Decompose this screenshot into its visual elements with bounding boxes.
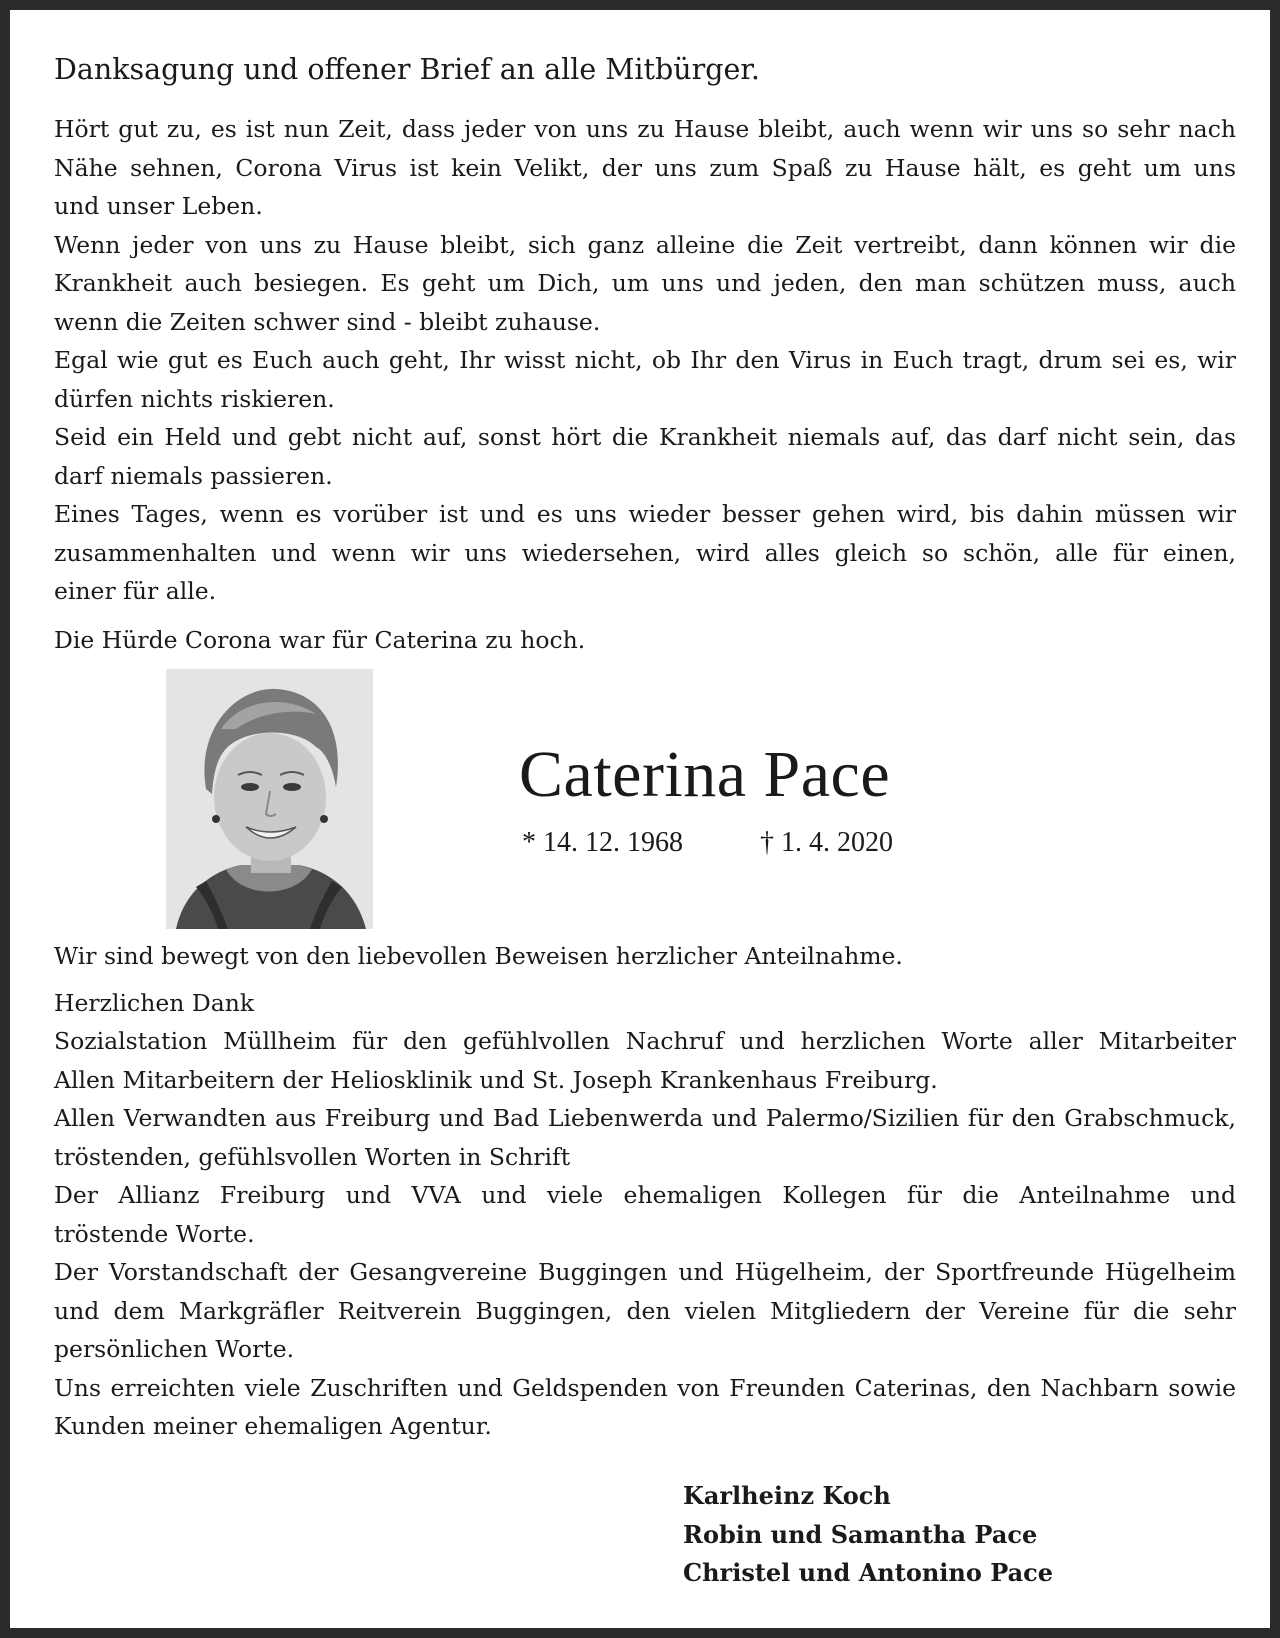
thanks-line: Allen Verwandten aus Freiburg und Bad Liebenwerda und Palermo/Sizilien für den Grabschmuck, xyxy=(54,1104,1236,1132)
deceased-name: Caterina Pace xyxy=(519,738,891,811)
death-date: † 1. 4. 2020 xyxy=(760,827,893,858)
letter-line: einer für alle. xyxy=(54,577,217,605)
letter-line: Nähe sehnen, Corona Virus ist kein Velikt, der uns zum Spaß zu Hause hält, es geht um uns xyxy=(54,153,1236,182)
thanks-line: Der Allianz Freiburg und VVA und viele ehemaligen Kollegen für die Anteilnahme und xyxy=(54,1181,1236,1209)
memorial-block xyxy=(54,665,1236,937)
letter-line: Hört gut zu, es ist nun Zeit, dass jeder von uns zu Hause bleibt, auch wenn wir uns so sehr nach xyxy=(54,115,1236,143)
letter-line: Eines Tages, wenn es vorüber ist und es uns wieder besser gehen wird, bis dahin müssen wir xyxy=(54,500,1236,528)
open-letter-text xyxy=(54,110,1236,611)
hurdle-sentence: Die Hürde Corona war für Caterina zu hoch. xyxy=(54,625,586,654)
thanks-line: Uns erreichten viele Zuschriften und Geldspenden von Freunden Caterinas, den Nachbarn sowie xyxy=(54,1373,1236,1402)
thanks-line: Allen Mitarbeitern der Heliosklinik und St. Joseph Krankenhaus Freiburg. xyxy=(54,1065,938,1094)
letter-line: Egal wie gut es Euch auch geht, Ihr wisst nicht, ob Ihr den Virus in Euch tragt, drum sei es, wir xyxy=(54,346,1236,374)
thanks-text xyxy=(54,984,1236,1446)
thanks-line: Der Vorstandschaft der Gesangvereine Buggingen und Hügelheim, der Sportfreunde Hügelheim xyxy=(54,1258,1236,1286)
signatories xyxy=(683,1477,1053,1593)
signer-name: Karlheinz Koch xyxy=(683,1481,891,1510)
letter-line: zusammenhalten und wenn wir uns wiedersehen, wird alles gleich so schön, alle für einen, xyxy=(54,538,1236,567)
signer-name: Robin und Samantha Pace xyxy=(683,1519,1038,1549)
letter-line: Wenn jeder von uns zu Hause bleibt, sich ganz alleine die Zeit vertreibt, dann können wir die xyxy=(54,230,1236,259)
letter-line: und unser Leben. xyxy=(54,192,263,220)
notice-heading: Danksagung und offener Brief an alle Mitbürger. xyxy=(54,53,760,86)
portrait-photo xyxy=(166,669,373,929)
moved-sentence: Wir sind bewegt von den liebevollen Beweisen herzlicher Anteilnahme. xyxy=(54,942,903,970)
letter-line: wenn die Zeiten schwer sind - bleibt zuhause. xyxy=(54,307,601,336)
thanks-line: Sozialstation Müllheim für den gefühlvollen Nachruf und herzlichen Worte aller Mitarbeiter xyxy=(54,1027,1236,1055)
thanks-line: persönlichen Worte. xyxy=(54,1335,295,1363)
life-dates xyxy=(522,825,893,861)
thanks-line: tröstenden, gefühlsvollen Worten in Schrift xyxy=(54,1142,571,1171)
thanks-line: tröstende Worte. xyxy=(54,1219,255,1248)
thanks-line: Herzlichen Dank xyxy=(54,988,255,1017)
letter-line: darf niemals passieren. xyxy=(54,461,333,490)
letter-line: Krankheit auch besiegen. Es geht um Dich, um uns und jeden, den man schützen muss, auch xyxy=(54,269,1236,297)
thanks-line: und dem Markgräfler Reitverein Buggingen, den vielen Mitgliedern der Vereine für die sehr xyxy=(54,1296,1236,1325)
notice-content xyxy=(54,50,1236,1446)
letter-line: dürfen nichts riskieren. xyxy=(54,384,335,413)
birth-date: * 14. 12. 1968 xyxy=(522,827,683,858)
signer-name: Christel und Antonino Pace xyxy=(683,1558,1054,1587)
letter-line: Seid ein Held und gebt nicht auf, sonst hört die Krankheit niemals auf, das darf nicht sein, das xyxy=(54,423,1236,451)
thanks-line: Kunden meiner ehemaligen Agentur. xyxy=(54,1412,492,1440)
